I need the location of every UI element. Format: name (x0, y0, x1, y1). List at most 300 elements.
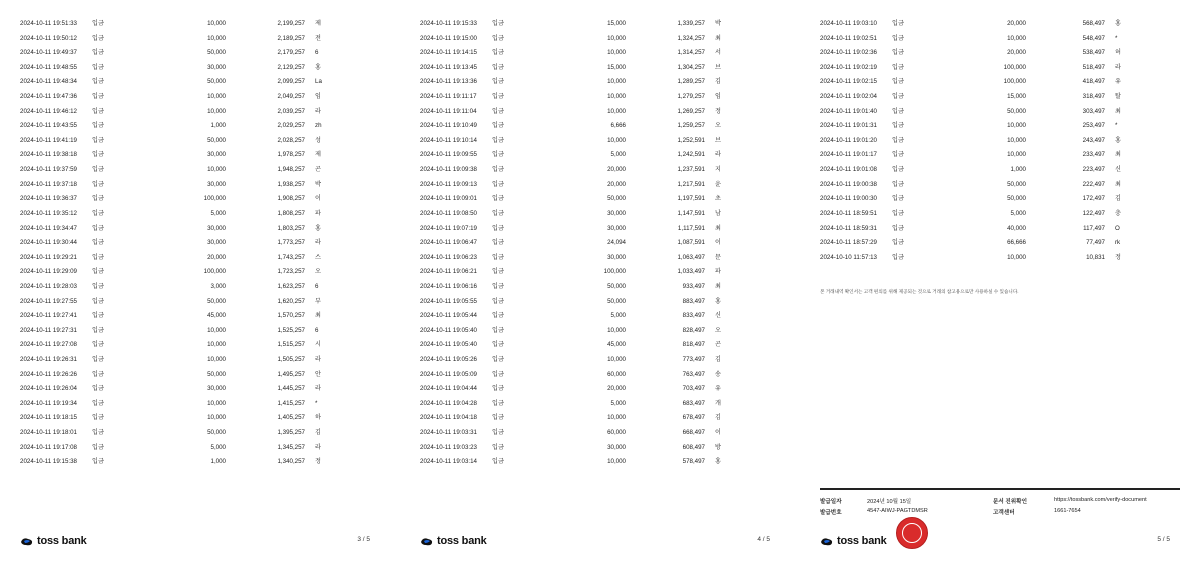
transaction-datetime: 2024-10-11 19:03:10 (820, 20, 877, 27)
transaction-row (820, 222, 1190, 237)
transaction-row (420, 61, 790, 76)
transaction-type: 입금 (892, 180, 904, 188)
transaction-datetime: 2024-10-11 19:05:55 (420, 297, 477, 305)
transaction-datetime: 2024-10-11 19:29:21 (20, 253, 77, 261)
transaction-row (820, 192, 1190, 207)
transaction-balance: 1,314,257 (677, 49, 705, 57)
transaction-amount: 10,000 (607, 326, 626, 334)
transaction-amount: 30,000 (607, 253, 626, 261)
transaction-row (20, 105, 390, 120)
transaction-datetime: 2024-10-11 19:09:55 (420, 151, 477, 159)
transaction-row (420, 265, 790, 280)
transaction-type: 입금 (892, 107, 904, 115)
transaction-type: 입금 (492, 20, 504, 27)
transaction-amount: 100,000 (203, 195, 226, 203)
statement-page-4 (410, 0, 790, 566)
transaction-memo: 신 (1115, 166, 1121, 174)
transaction-memo: 라 (315, 107, 321, 115)
transaction-balance: 1,324,257 (677, 34, 705, 42)
transaction-type: 입금 (92, 414, 104, 422)
transaction-balance: 518,497 (1082, 63, 1105, 71)
transaction-type: 입금 (492, 239, 504, 247)
transaction-amount: 10,000 (207, 341, 226, 349)
transaction-row (820, 61, 1190, 76)
transaction-type: 입금 (92, 195, 104, 203)
transaction-datetime: 2024-10-11 19:17:08 (20, 443, 77, 451)
transaction-amount: 10,000 (607, 34, 626, 42)
transaction-type: 입금 (492, 195, 504, 203)
transaction-amount: 100,000 (203, 268, 226, 276)
transaction-type: 입금 (492, 341, 504, 349)
transaction-amount: 60,000 (607, 429, 626, 437)
transaction-datetime: 2024-10-11 19:37:59 (20, 166, 77, 174)
transaction-row (420, 353, 790, 368)
transaction-datetime: 2024-10-11 19:05:44 (420, 312, 477, 320)
transaction-amount: 100,000 (603, 268, 626, 276)
transaction-memo: 방 (715, 443, 721, 451)
transaction-memo: 김 (715, 414, 721, 422)
transaction-balance: 243,497 (1082, 136, 1105, 144)
transaction-datetime: 2024-10-11 19:00:38 (820, 180, 877, 188)
transaction-row (20, 163, 390, 178)
transaction-datetime: 2024-10-11 19:03:14 (420, 458, 477, 466)
transaction-type: 입금 (92, 443, 104, 451)
statement-page-5 (810, 0, 1190, 566)
transaction-datetime: 2024-10-11 19:51:33 (20, 20, 77, 27)
transaction-amount: 20,000 (607, 180, 626, 188)
transaction-datetime: 2024-10-11 19:06:23 (420, 253, 477, 261)
transaction-memo: 개 (715, 399, 721, 407)
transaction-balance: 233,497 (1082, 151, 1105, 159)
transaction-balance: 1,395,257 (277, 429, 305, 437)
transaction-amount: 30,000 (207, 180, 226, 188)
transaction-balance: 222,497 (1082, 180, 1105, 188)
transaction-row (420, 105, 790, 120)
transaction-balance: 1,415,257 (277, 399, 305, 407)
transaction-type: 입금 (892, 224, 904, 232)
transaction-row (20, 397, 390, 412)
transaction-type: 입금 (892, 239, 904, 247)
transaction-memo: 최 (315, 312, 321, 320)
brand-name: toss bank (437, 535, 487, 547)
transaction-type: 입금 (92, 107, 104, 115)
transaction-balance: 1,252,591 (677, 136, 705, 144)
transaction-datetime: 2024-10-11 19:27:31 (20, 326, 77, 334)
transaction-memo: 안 (315, 370, 321, 378)
transaction-amount: 10,000 (607, 93, 626, 101)
transaction-amount: 50,000 (207, 297, 226, 305)
transaction-type: 입금 (492, 93, 504, 101)
transaction-row (20, 338, 390, 353)
transaction-balance: 1,087,591 (677, 239, 705, 247)
transaction-balance: 1,938,257 (277, 180, 305, 188)
transaction-type: 입금 (492, 399, 504, 407)
transaction-balance: 1,808,257 (277, 209, 305, 217)
transaction-amount: 10,000 (607, 414, 626, 422)
transaction-balance: 568,497 (1082, 20, 1105, 27)
transaction-balance: 223,497 (1082, 166, 1105, 174)
transaction-amount: 50,000 (1007, 195, 1026, 203)
transaction-memo: 임 (315, 93, 321, 101)
transaction-datetime: 2024-10-11 19:02:36 (820, 49, 877, 57)
transaction-type: 입금 (92, 312, 104, 320)
transaction-row (820, 46, 1190, 61)
transaction-row (20, 222, 390, 237)
transaction-datetime: 2024-10-11 18:57:29 (820, 239, 877, 247)
transaction-balance: 303,497 (1082, 107, 1105, 115)
transaction-balance: 1,289,257 (677, 78, 705, 86)
transaction-amount: 15,000 (607, 20, 626, 27)
transaction-memo: zh (315, 122, 322, 130)
transaction-row (420, 163, 790, 178)
transaction-amount: 50,000 (1007, 107, 1026, 115)
transaction-memo: 라 (315, 239, 321, 247)
transaction-memo: 제 (315, 20, 321, 27)
transaction-datetime: 2024-10-11 19:27:55 (20, 297, 77, 305)
transaction-row (20, 178, 390, 193)
transaction-memo: 정 (315, 458, 321, 466)
transaction-datetime: 2024-10-11 19:34:47 (20, 224, 77, 232)
transaction-type: 입금 (892, 151, 904, 159)
transaction-amount: 1,000 (1010, 166, 1026, 174)
transaction-type: 입금 (92, 429, 104, 437)
transaction-datetime: 2024-10-11 19:50:12 (20, 34, 77, 42)
transaction-datetime: 2024-10-11 19:05:09 (420, 370, 477, 378)
transaction-balance: 1,340,257 (277, 458, 305, 466)
transaction-memo: 김 (715, 78, 721, 86)
transaction-type: 입금 (892, 195, 904, 203)
transaction-row (420, 32, 790, 47)
transaction-memo: 김 (315, 429, 321, 437)
transaction-row (820, 75, 1190, 90)
transaction-balance: 2,028,257 (277, 136, 305, 144)
transaction-balance: 10,831 (1086, 253, 1105, 261)
transaction-balance: 1,345,257 (277, 443, 305, 451)
customer-center-label: 고객센터 (993, 510, 1015, 516)
transaction-amount: 1,000 (210, 458, 226, 466)
transaction-memo: 충 (1115, 209, 1121, 217)
transaction-datetime: 2024-10-11 19:01:17 (820, 151, 877, 159)
transaction-balance: 77,497 (1086, 239, 1105, 247)
transaction-balance: 683,497 (682, 399, 705, 407)
transaction-amount: 45,000 (207, 312, 226, 320)
transaction-memo: 최 (1115, 180, 1121, 188)
transaction-memo: La (315, 78, 322, 86)
verify-url[interactable]: https://tossbank.com/verify-document (1054, 497, 1147, 503)
transaction-balance: 1,623,257 (277, 282, 305, 290)
transaction-memo: 라 (1115, 63, 1121, 71)
transaction-balance: 1,217,591 (677, 180, 705, 188)
transaction-balance: 833,497 (682, 312, 705, 320)
transaction-amount: 50,000 (607, 282, 626, 290)
transaction-type: 입금 (892, 78, 904, 86)
transaction-type: 입금 (92, 180, 104, 188)
issue-no-value: 4547-AIWJ-PAGTDMSR (867, 508, 928, 514)
transaction-type: 입금 (92, 326, 104, 334)
transaction-row (420, 75, 790, 90)
disclaimer-note: 본 거래내역 확인서는 고객 편의를 위해 제공되는 것으로 거래의 참고용으로만 사용하실 수 있습니다. (820, 289, 1019, 294)
transaction-datetime: 2024-10-11 19:07:19 (420, 224, 477, 232)
transaction-datetime: 2024-10-11 19:08:50 (420, 209, 477, 217)
transaction-memo: * (1115, 34, 1118, 42)
transaction-row (820, 236, 1190, 251)
transaction-type: 입금 (892, 166, 904, 174)
transaction-type: 입금 (492, 49, 504, 57)
transaction-type: 입금 (492, 253, 504, 261)
transaction-amount: 50,000 (607, 297, 626, 305)
transaction-datetime: 2024-10-11 19:02:51 (820, 34, 877, 42)
transaction-memo: 최 (715, 282, 721, 290)
toss-logo-icon (420, 536, 434, 547)
transaction-type: 입금 (92, 136, 104, 144)
toss-bank-logo (420, 535, 487, 547)
transaction-datetime: 2024-10-11 19:13:45 (420, 63, 477, 71)
transaction-datetime: 2024-10-11 19:03:31 (420, 429, 477, 437)
transaction-datetime: 2024-10-11 19:49:37 (20, 49, 77, 57)
transaction-row (420, 17, 790, 32)
transaction-type: 입금 (492, 224, 504, 232)
transaction-balance: 818,497 (682, 341, 705, 349)
transaction-row (420, 295, 790, 310)
transaction-amount: 60,000 (607, 370, 626, 378)
transaction-datetime: 2024-10-11 19:01:40 (820, 107, 877, 115)
transaction-amount: 10,000 (1007, 151, 1026, 159)
transaction-row (20, 353, 390, 368)
transaction-datetime: 2024-10-11 19:19:34 (20, 399, 77, 407)
transaction-amount: 10,000 (207, 356, 226, 364)
transaction-row (820, 178, 1190, 193)
transaction-type: 입금 (492, 429, 504, 437)
transaction-amount: 30,000 (207, 385, 226, 393)
transaction-row (420, 411, 790, 426)
transaction-type: 입금 (492, 122, 504, 130)
transaction-row (820, 32, 1190, 47)
transaction-memo: 오 (715, 122, 721, 130)
transaction-balance: 1,147,591 (677, 209, 705, 217)
transaction-type: 입금 (92, 63, 104, 71)
transaction-balance: 1,279,257 (677, 93, 705, 101)
transaction-balance: 2,099,257 (277, 78, 305, 86)
brand-name: toss bank (37, 535, 87, 547)
transaction-datetime: 2024-10-11 19:46:12 (20, 107, 77, 115)
transaction-datetime: 2024-10-11 19:05:26 (420, 356, 477, 364)
transaction-memo: 윤 (715, 180, 721, 188)
transaction-list (20, 17, 390, 470)
transaction-amount: 10,000 (1007, 253, 1026, 261)
transaction-amount: 50,000 (207, 370, 226, 378)
transaction-type: 입금 (492, 180, 504, 188)
transaction-amount: 10,000 (607, 49, 626, 57)
transaction-amount: 5,000 (210, 443, 226, 451)
transaction-memo: 곤 (315, 166, 321, 174)
transaction-row (20, 251, 390, 266)
transaction-datetime: 2024-10-11 19:15:00 (420, 34, 477, 42)
transaction-row (420, 178, 790, 193)
transaction-balance: 1,803,257 (277, 224, 305, 232)
transaction-memo: 라 (315, 385, 321, 393)
transaction-memo: 홍 (315, 224, 321, 232)
transaction-memo: 라 (315, 443, 321, 451)
transaction-row (420, 280, 790, 295)
transaction-row (420, 338, 790, 353)
transaction-balance: 122,497 (1082, 209, 1105, 217)
transaction-amount: 30,000 (607, 224, 626, 232)
transaction-type: 입금 (92, 356, 104, 364)
transaction-row (420, 222, 790, 237)
transaction-amount: 5,000 (1010, 209, 1026, 217)
transaction-memo: 6 (315, 282, 319, 290)
transaction-datetime: 2024-10-11 19:15:33 (420, 20, 477, 27)
transaction-type: 입금 (892, 122, 904, 130)
transaction-type: 입금 (492, 136, 504, 144)
transaction-balance: 538,497 (1082, 49, 1105, 57)
transaction-type: 입금 (492, 458, 504, 466)
transaction-list (420, 17, 790, 470)
issue-date-value: 2024년 10월 15일 (867, 499, 912, 505)
transaction-type: 입금 (492, 63, 504, 71)
transaction-row (20, 46, 390, 61)
transaction-memo: 라 (315, 356, 321, 364)
transaction-memo: 전 (315, 34, 321, 42)
transaction-memo: 최 (715, 34, 721, 42)
transaction-type: 입금 (92, 370, 104, 378)
transaction-memo: 파 (715, 268, 721, 276)
transaction-datetime: 2024-10-11 19:03:23 (420, 443, 477, 451)
transaction-row (20, 411, 390, 426)
transaction-datetime: 2024-10-11 19:11:04 (420, 107, 477, 115)
transaction-datetime: 2024-10-11 19:41:19 (20, 136, 77, 144)
transaction-balance: 578,497 (682, 458, 705, 466)
transaction-balance: 1,978,257 (277, 151, 305, 159)
transaction-memo: O (1115, 224, 1120, 232)
transaction-type: 입금 (492, 297, 504, 305)
transaction-memo: 라 (715, 151, 721, 159)
transaction-type: 입금 (92, 399, 104, 407)
transaction-amount: 10,000 (207, 399, 226, 407)
transaction-balance: 1,948,257 (277, 166, 305, 174)
transaction-datetime: 2024-10-11 19:04:28 (420, 399, 477, 407)
transaction-row (20, 75, 390, 90)
transaction-datetime: 2024-10-11 19:26:04 (20, 385, 77, 393)
transaction-balance: 2,049,257 (277, 93, 305, 101)
transaction-memo: 곤 (715, 341, 721, 349)
transaction-type: 입금 (92, 385, 104, 393)
transaction-amount: 45,000 (607, 341, 626, 349)
transaction-row (420, 134, 790, 149)
transaction-balance: 608,497 (682, 443, 705, 451)
transaction-amount: 20,000 (1007, 20, 1026, 27)
transaction-memo: 홍 (715, 458, 721, 466)
transaction-memo: 임 (715, 93, 721, 101)
transaction-memo: 문 (715, 253, 721, 261)
transaction-type: 입금 (92, 458, 104, 466)
transaction-memo: 이 (715, 429, 721, 437)
transaction-memo: 박 (315, 180, 321, 188)
transaction-memo: 송 (715, 370, 721, 378)
transaction-memo: 오 (315, 268, 321, 276)
transaction-type: 입금 (492, 166, 504, 174)
toss-bank-logo (820, 535, 887, 547)
transaction-amount: 10,000 (1007, 136, 1026, 144)
transaction-row (420, 309, 790, 324)
page-number: 4 / 5 (757, 536, 770, 543)
transaction-memo: 이 (315, 195, 321, 203)
transaction-datetime: 2024-10-11 19:28:03 (20, 282, 77, 290)
transaction-datetime: 2024-10-11 19:11:17 (420, 93, 477, 101)
transaction-type: 입금 (492, 312, 504, 320)
transaction-memo: 신 (715, 312, 721, 320)
transaction-memo: 홍 (715, 297, 721, 305)
transaction-memo: * (315, 399, 318, 407)
transaction-type: 입금 (492, 78, 504, 86)
transaction-balance: 1,237,591 (677, 166, 705, 174)
transaction-type: 입금 (92, 209, 104, 217)
transaction-row (420, 382, 790, 397)
transaction-memo: 오 (715, 326, 721, 334)
transaction-row (20, 61, 390, 76)
transaction-amount: 10,000 (207, 20, 226, 27)
transaction-type: 입금 (892, 253, 904, 261)
transaction-type: 입금 (892, 20, 904, 27)
transaction-balance: 1,117,591 (677, 224, 705, 232)
transaction-amount: 6,666 (610, 122, 626, 130)
transaction-balance: 703,497 (682, 385, 705, 393)
transaction-amount: 15,000 (607, 63, 626, 71)
transaction-datetime: 2024-10-11 19:02:19 (820, 63, 877, 71)
transaction-amount: 10,000 (207, 107, 226, 115)
transaction-balance: 678,497 (682, 414, 705, 422)
transaction-balance: 1,063,497 (677, 253, 705, 261)
transaction-datetime: 2024-10-11 19:10:14 (420, 136, 477, 144)
transaction-balance: 1,445,257 (277, 385, 305, 393)
transaction-memo: 6 (315, 49, 319, 57)
transaction-amount: 20,000 (207, 253, 226, 261)
transaction-datetime: 2024-10-11 19:13:36 (420, 78, 477, 86)
transaction-amount: 5,000 (610, 312, 626, 320)
transaction-amount: 30,000 (207, 63, 226, 71)
transaction-datetime: 2024-10-11 19:06:21 (420, 268, 477, 276)
transaction-datetime: 2024-10-11 19:38:18 (20, 151, 77, 159)
transaction-amount: 100,000 (1003, 78, 1026, 86)
transaction-datetime: 2024-10-11 19:09:38 (420, 166, 477, 174)
transaction-datetime: 2024-10-11 19:48:55 (20, 63, 77, 71)
transaction-row (420, 368, 790, 383)
transaction-memo: 탈 (1115, 93, 1121, 101)
transaction-balance: 1,405,257 (277, 414, 305, 422)
page-number: 3 / 5 (357, 536, 370, 543)
transaction-type: 입금 (92, 239, 104, 247)
transaction-row (20, 309, 390, 324)
transaction-memo: 제 (315, 151, 321, 159)
transaction-row (20, 265, 390, 280)
transaction-row (420, 441, 790, 456)
transaction-row (20, 32, 390, 47)
transaction-row (820, 119, 1190, 134)
transaction-balance: 668,497 (682, 429, 705, 437)
transaction-type: 입금 (892, 93, 904, 101)
transaction-type: 입금 (892, 63, 904, 71)
transaction-balance: 548,497 (1082, 34, 1105, 42)
transaction-row (420, 455, 790, 470)
transaction-amount: 50,000 (207, 136, 226, 144)
transaction-datetime: 2024-10-11 19:05:40 (420, 326, 477, 334)
transaction-amount: 3,000 (210, 282, 226, 290)
transaction-row (420, 207, 790, 222)
transaction-balance: 253,497 (1082, 122, 1105, 130)
transaction-type: 입금 (892, 136, 904, 144)
transaction-memo: 성 (315, 136, 321, 144)
transaction-type: 입금 (492, 268, 504, 276)
